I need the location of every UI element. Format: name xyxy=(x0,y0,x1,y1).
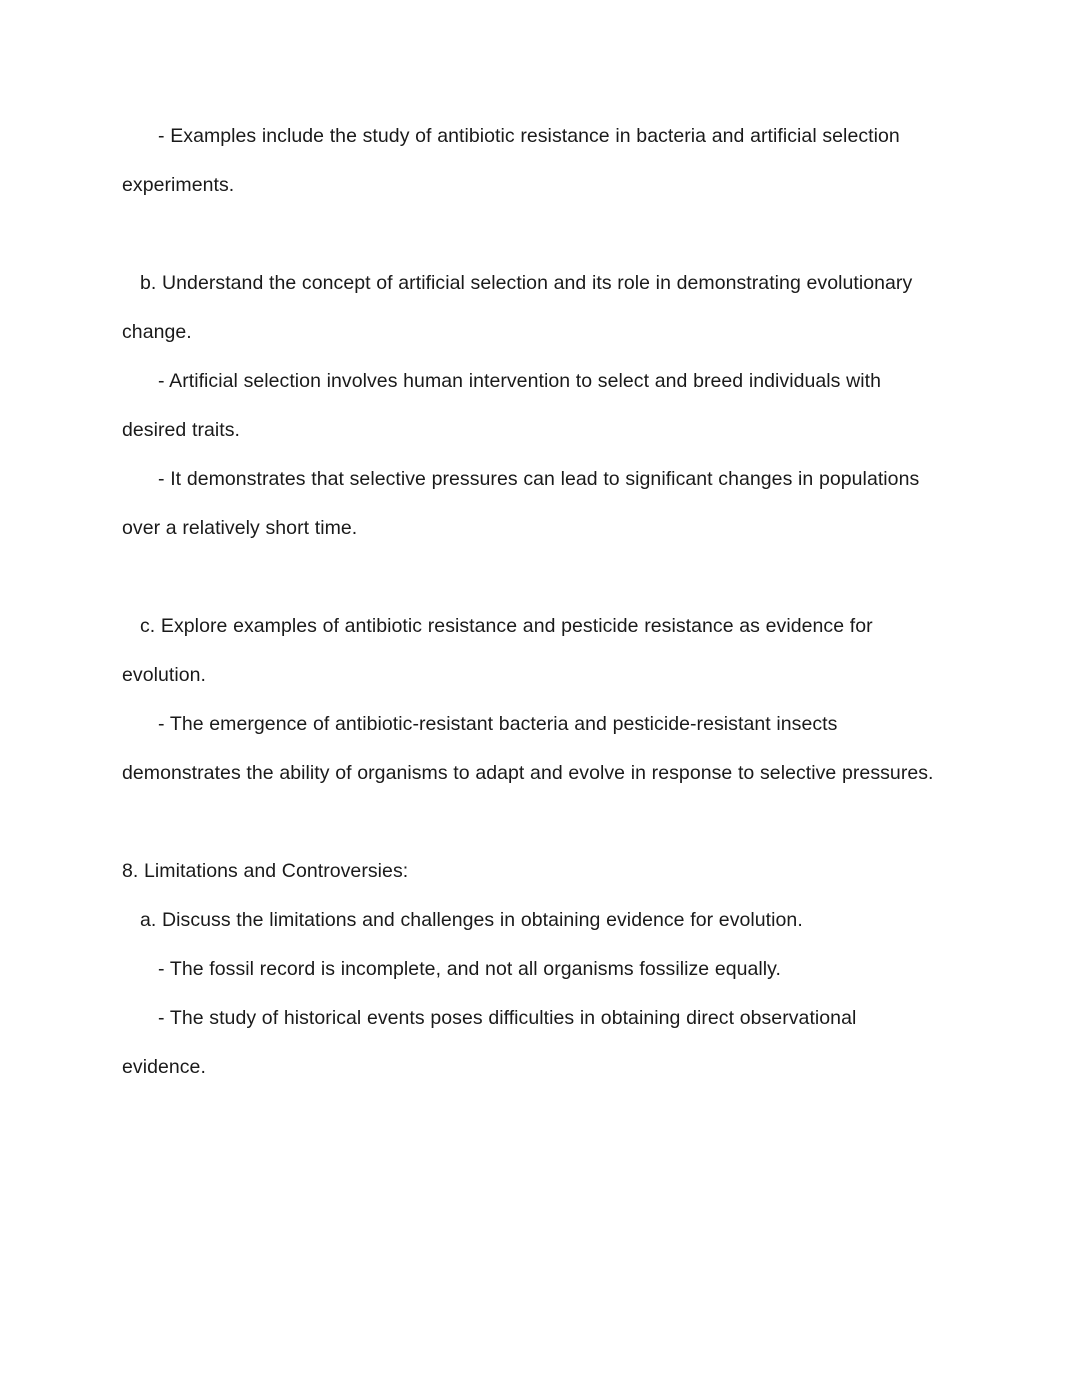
paragraph-detail-fossil-record-incomplete: - The fossil record is incomplete, and not all organisms fossilize equally. xyxy=(158,958,782,980)
text-block xyxy=(122,602,940,798)
paragraph-detail-historical-events-difficulties: - The study of historical events poses difficulties in obtaining direct observational evidence. xyxy=(122,1007,857,1078)
paragraph-item-a-limitations-challenges: a. Discuss the limitations and challenges in obtaining evidence for evolution. xyxy=(140,909,803,931)
paragraph-item-b-artificial-selection: b. Understand the concept of artificial selection and its role in demonstrating evolutionary change. xyxy=(122,272,913,343)
text-block xyxy=(122,847,940,1092)
paragraph-detail-emergence-resistant-organisms: - The emergence of antibiotic-resistant bacteria and pesticide-resistant insects demonstrates the ability of organisms to adapt and evolve in response to selective pressures. xyxy=(122,713,934,784)
text-block xyxy=(122,259,940,553)
paragraph-item-c-antibiotic-pesticide-resistance: c. Explore examples of antibiotic resistance and pesticide resistance as evidence for evolution. xyxy=(122,615,873,686)
document-body xyxy=(122,112,940,1092)
heading-section-8: 8. Limitations and Controversies: xyxy=(122,860,409,882)
paragraph-detail-selective-pressures-changes: - It demonstrates that selective pressures can lead to significant changes in populations over a relatively short time. xyxy=(122,468,920,539)
paragraph-detail-artificial-selection-human-intervention: - Artificial selection involves human intervention to select and breed individuals with desired traits. xyxy=(122,370,882,441)
paragraph-examples-antibiotic-resistance: - Examples include the study of antibiotic resistance in bacteria and artificial selection experiments. xyxy=(122,125,900,196)
text-block xyxy=(122,112,940,210)
